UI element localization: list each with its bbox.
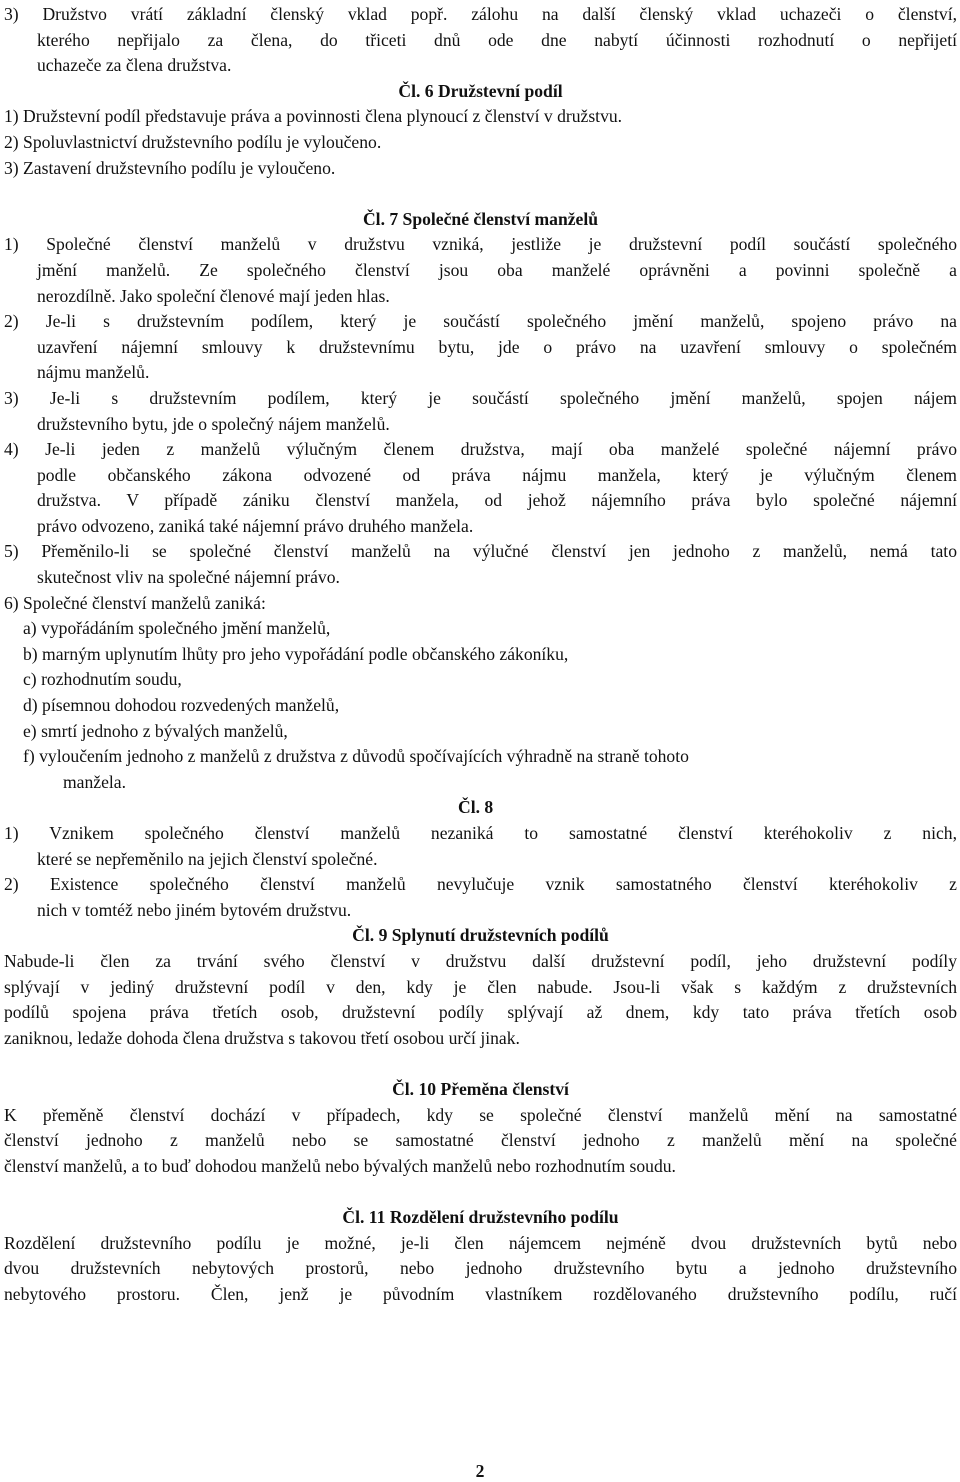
text-line: kterého nepřijalo za člena, do třiceti dnů ode dne nabytí účinnosti rozhodnutí o nepřijetí [37, 29, 957, 50]
text-line: nebytového prostoru. Člen, jenž je původním vlastníkem rozdělovaného družstevního podílu, ručí [4, 1283, 957, 1304]
text-line: členství manželů, a to buď dohodou manželů nebo bývalých manželů nebo rozhodnutím soudu. [4, 1155, 676, 1176]
text-line: 2) Je-li s družstevním podílem, který je součástí společného jmění manželů, spojeno právo na [4, 311, 957, 332]
list-item: f) vyloučením jednoho z manželů z družstva z důvodů spočívajících výhradně na straně tohoto [23, 746, 689, 767]
text-line: 3) Je-li s družstevním podílem, který je součástí společného jmění manželů, spojen nájem [4, 387, 957, 408]
text-line: podle občanského zákona odvozené od práva nájmu manžela, který je výlučným členem [37, 464, 957, 485]
text-line: uzavření nájemní smlouvy k družstevnímu bytu, jde o právo na uzavření smlouvy o společném [37, 336, 957, 357]
text-line: právo odvozeno, zaniká také nájemní právo druhého manžela. [37, 515, 474, 536]
list-item: a) vypořádáním společného jmění manželů, [23, 618, 331, 639]
text-line: členství jednoho z manželů nebo se samostatné členství jednoho z manželů mění na společné [4, 1130, 957, 1151]
list-item: manžela. [63, 771, 127, 792]
text-line: dvou družstevních nebytových prostorů, nebo jednoho družstevního bytu a jednoho družstevního [4, 1258, 957, 1279]
text-line: jmění manželů. Ze společného členství jsou oba manželé oprávněni a povinni společně a [37, 259, 957, 280]
text-line: 2) Existence společného členství manželů nevylučuje vznik samostatného členství kteréhokoliv z [4, 874, 957, 895]
text-line: 1) Družstevní podíl představuje práva a povinnosti člena plynoucí z členství v družstvu. [4, 106, 623, 127]
text-line: skutečnost vliv na společné nájemní právo. [37, 567, 340, 588]
text-line: Rozdělení družstevního podílu je možné, je-li člen nájemcem nejméně dvou družstevních bytů nebo [4, 1232, 957, 1253]
text-line: 1) Vznikem společného členství manželů nezaniká to samostatné členství kteréhokoliv z nich, [4, 823, 957, 843]
text-line: 3) Zastavení družstevního podílu je vyloučeno. [4, 157, 336, 178]
text-line: 5) Přeměnilo-li se společné členství manželů na výlučné členství jen jednoho z manželů, nemá tato [4, 541, 957, 562]
text-line: nájmu manželů. [37, 362, 150, 383]
document-page [4, 2, 957, 1307]
list-item: b) marným uplynutím lhůty pro jeho vypořádání podle občanského zákoníku, [23, 643, 569, 664]
text-line: zaniknou, ledaže dohoda člena družstva s takovou třetí osobou určí jinak. [4, 1027, 520, 1048]
text-line: 6) Společné členství manželů zaniká: [4, 592, 266, 613]
text-line: družstevního bytu, jde o společný nájem manželů. [37, 413, 390, 434]
text-line: družstva. V případě zániku členství manžela, od jehož nájemního práva bylo společné nájemní [37, 490, 957, 511]
text-line: které se nepřeměnilo na jejich členství společné. [37, 848, 378, 869]
text-line: uchazeče za člena družstva. [37, 55, 232, 76]
blank-line [4, 1051, 957, 1077]
text-line: splývají v jediný družstevní podíl v den, kdy je člen nabude. Jsou-li však s každým z družstevních [4, 976, 957, 997]
section-heading: Čl. 11 Rozdělení družstevního podílu [342, 1206, 619, 1227]
text-line: nich v tomtéž nebo jiném bytovém družstvu. [37, 899, 352, 920]
section-heading: Čl. 6 Družstevní podíl [398, 80, 563, 101]
section-heading: Čl. 10 Přeměna členství [392, 1078, 569, 1099]
text-line: nerozdílně. Jako společní členové mají jeden hlas. [37, 285, 390, 306]
page-number: 2 [475, 1461, 485, 1481]
list-item: e) smrtí jednoho z bývalých manželů, [23, 720, 288, 741]
text-line: 4) Je-li jeden z manželů výlučným členem družstva, mají oba manželé společné nájemní právo [4, 439, 957, 460]
list-item: c) rozhodnutím soudu, [23, 669, 182, 690]
text-line: 1) Společné členství manželů v družstvu vzniká, jestliže je družstevní podíl součástí společného [4, 234, 957, 255]
section-heading: Čl. 9 Splynutí družstevních podílů [352, 925, 609, 946]
text-line: 2) Spoluvlastnictví družstevního podílu je vyloučeno. [4, 131, 382, 152]
section-heading: Čl. 8 [458, 797, 494, 818]
text-line: 3) Družstvo vrátí základní členský vklad popř. zálohu na další členský vklad uchazeči o členství, [4, 4, 957, 24]
list-item: d) písemnou dohodou rozvedených manželů, [23, 695, 340, 716]
text-line: K přeměně členství dochází v případech, kdy se společné členství manželů mění na samostatné [4, 1104, 957, 1125]
section-heading: Čl. 7 Společné členství manželů [362, 208, 599, 229]
text-line: Nabude-li člen za trvání svého členství v družstvu další družstevní podíl, jeho družstevní podíly [4, 950, 957, 971]
blank-line [4, 181, 957, 207]
document-body [4, 2, 957, 1307]
text-line: podílů spojena práva třetích osob, družstevní podíly splývají až dnem, kdy tato práva třetích osob [4, 1002, 957, 1023]
blank-line [4, 1179, 957, 1205]
